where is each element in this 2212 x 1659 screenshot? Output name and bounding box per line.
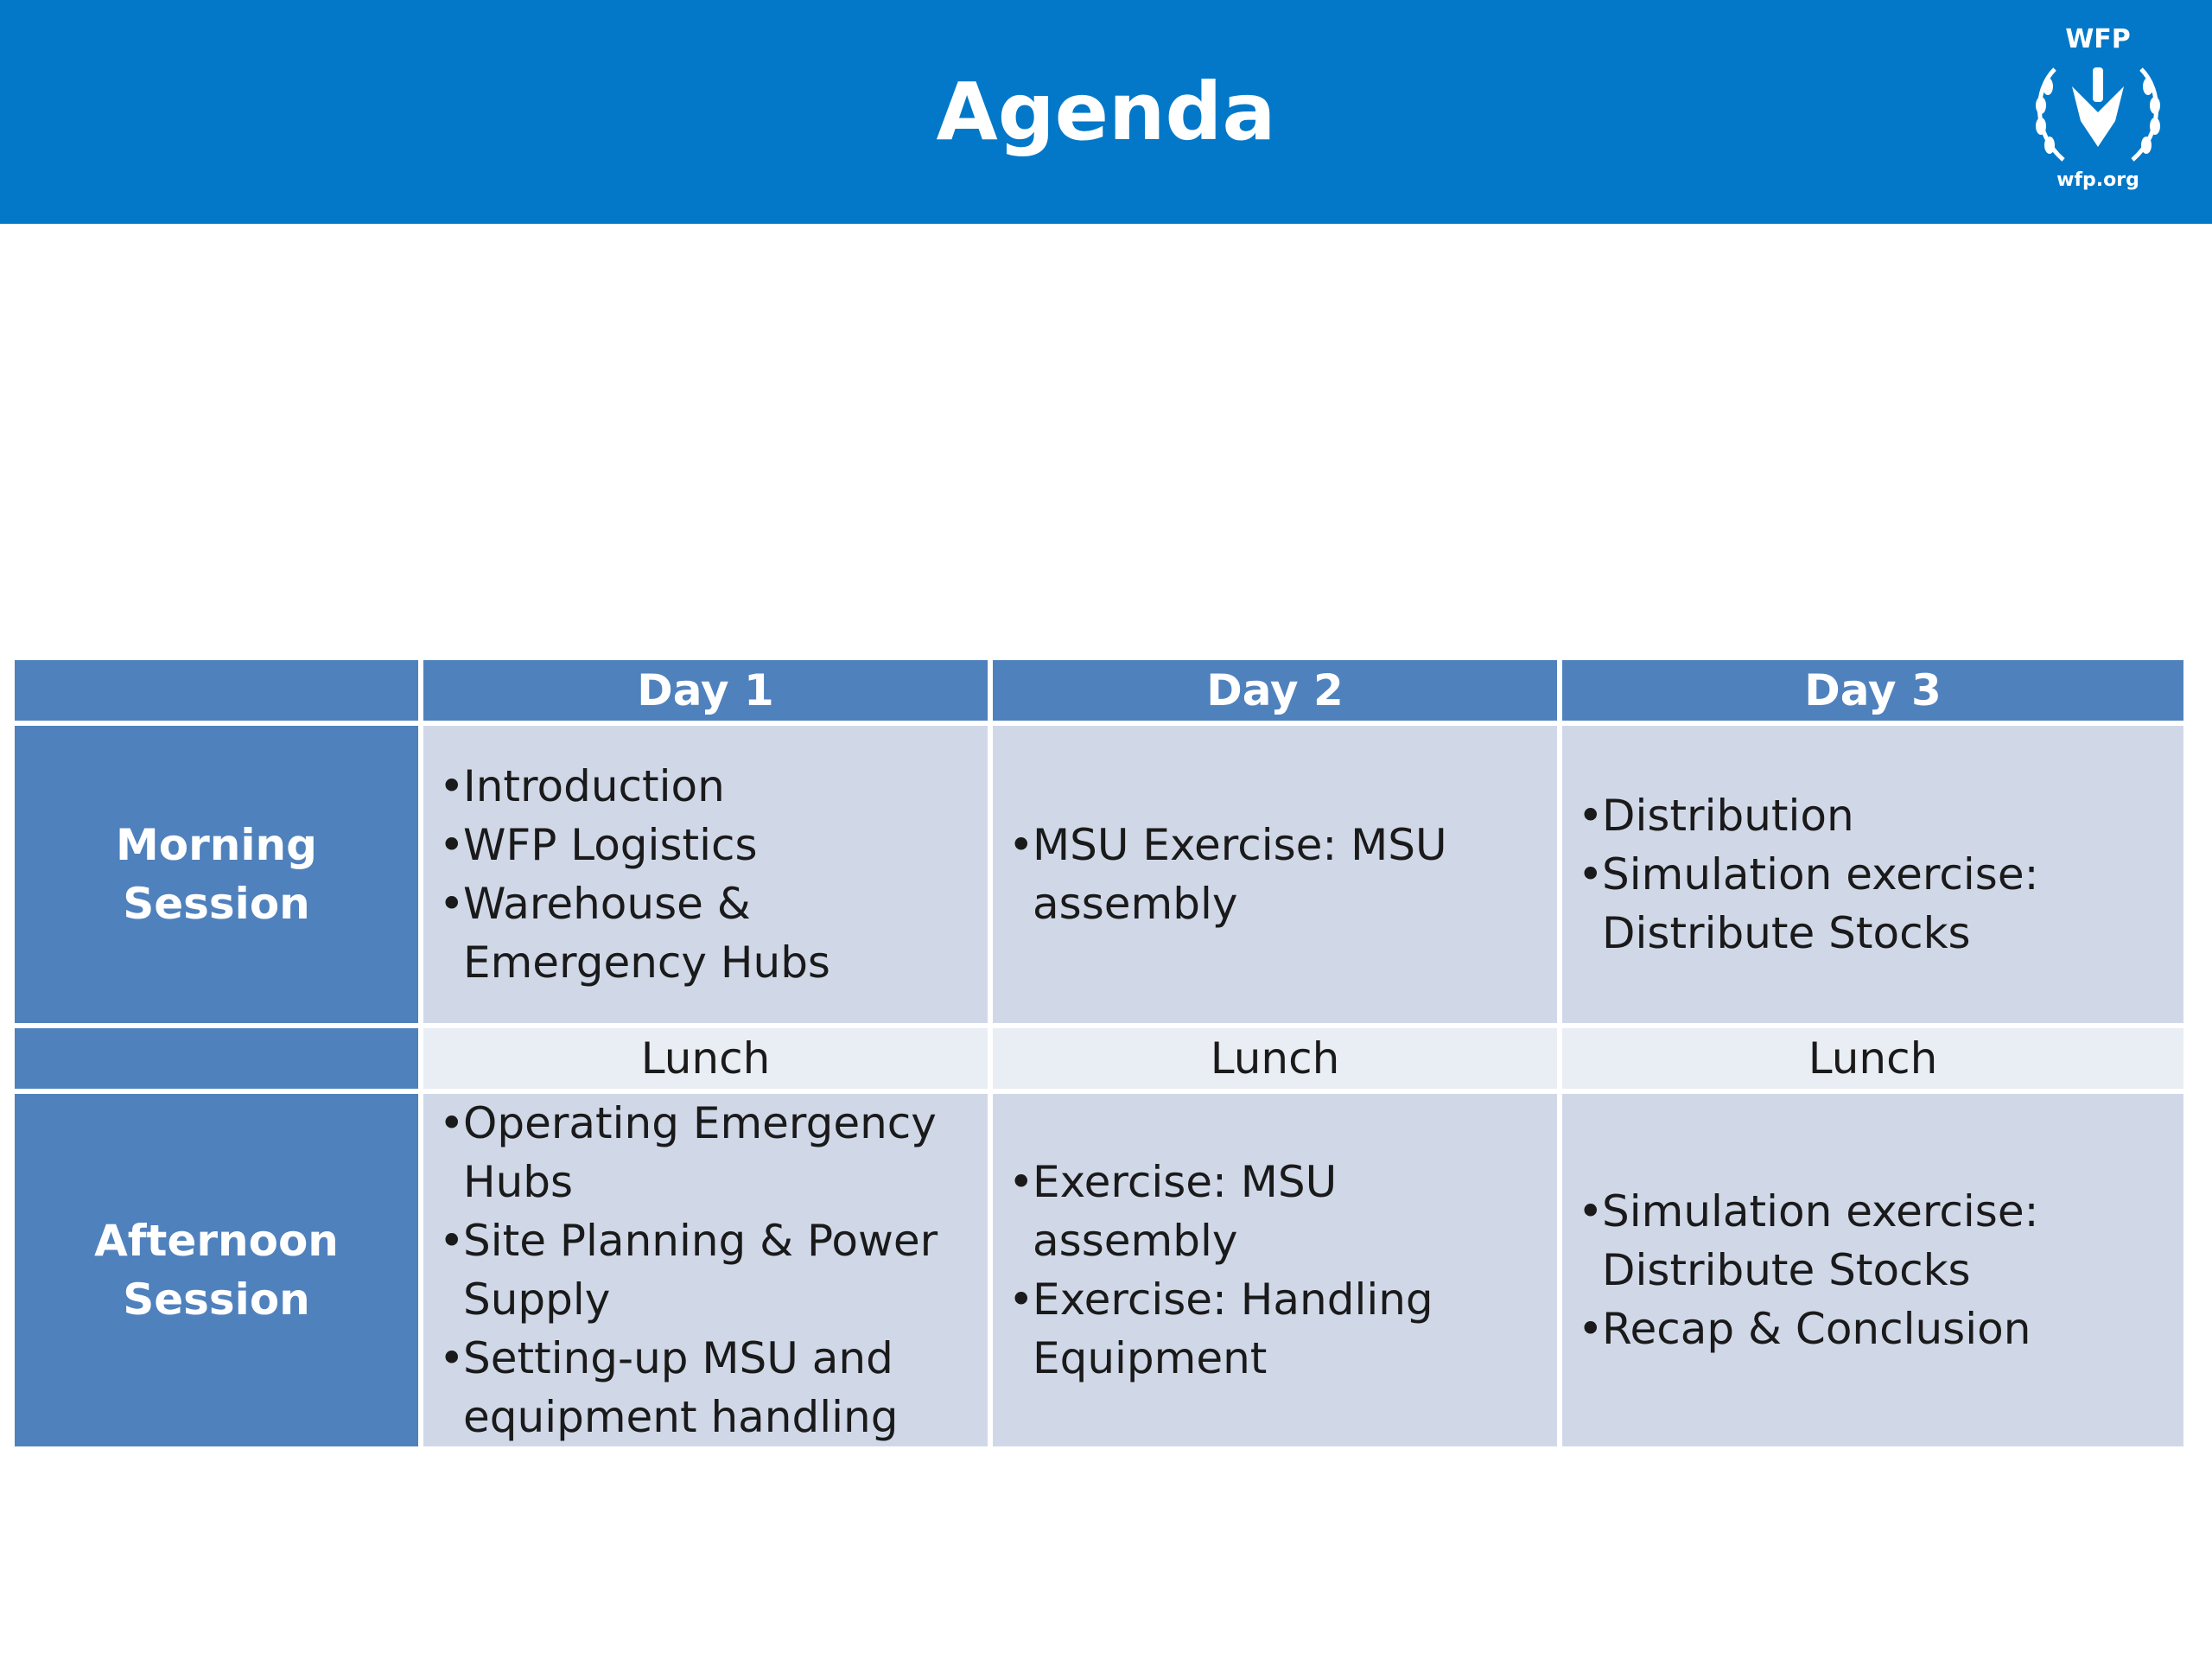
- agenda-table: [12, 658, 2186, 1449]
- afternoon-day-3-cell: [1560, 1091, 2186, 1449]
- lunch-day-2: Lunch: [990, 1026, 1560, 1091]
- morning-day-3-cell: [1560, 723, 2186, 1026]
- lunch-day-3: Lunch: [1560, 1026, 2186, 1091]
- afternoon-session-label: [12, 1091, 421, 1449]
- day-2-header: Day 2: [990, 658, 1560, 723]
- lunch-row-label: [12, 1026, 421, 1091]
- list-item: • Introduction: [439, 757, 981, 816]
- list-item: • Recap & Conclusion: [1578, 1300, 2177, 1358]
- corner-cell: [12, 658, 421, 723]
- logo-bottom-text: wfp.org: [2056, 169, 2139, 191]
- list-item: • Exercise: MSU assembly: [1008, 1153, 1550, 1270]
- wfp-logo: [2012, 19, 2184, 200]
- list-item: • Setting-up MSU and equipment handling: [439, 1329, 981, 1446]
- list-item: • Exercise: Handling Equipment: [1008, 1270, 1550, 1388]
- lunch-day-1: Lunch: [421, 1026, 990, 1091]
- list-item: • Simulation exercise: Distribute Stocks: [1578, 1182, 2177, 1300]
- afternoon-row: [12, 1091, 2186, 1449]
- day-3-header: Day 3: [1560, 658, 2186, 723]
- afternoon-label-line1: Afternoon: [94, 1216, 339, 1266]
- afternoon-day-2-cell: [990, 1091, 1560, 1449]
- list-item: • Operating Emergency Hubs: [439, 1094, 981, 1211]
- list-item: • WFP Logistics: [439, 816, 981, 874]
- list-item: • Simulation exercise: Distribute Stocks: [1578, 845, 2177, 963]
- day-1-header: Day 1: [421, 658, 990, 723]
- morning-session-label: [12, 723, 421, 1026]
- morning-day-2-cell: [990, 723, 1560, 1026]
- lunch-row: [12, 1026, 2186, 1091]
- table-header-row: [12, 658, 2186, 723]
- list-item: • Site Planning & Power Supply: [439, 1211, 981, 1329]
- logo-top-text: WFP: [2065, 24, 2131, 54]
- wfp-emblem-icon: [2029, 52, 2167, 173]
- morning-label-line1: Morning: [116, 820, 317, 870]
- afternoon-label-line2: Session: [123, 1274, 310, 1325]
- afternoon-day-1-cell: [421, 1091, 990, 1449]
- list-item: • Distribution: [1578, 786, 2177, 845]
- list-item: • MSU Exercise: MSU assembly: [1008, 816, 1550, 933]
- morning-row: [12, 723, 2186, 1026]
- list-item: • Warehouse & Emergency Hubs: [439, 874, 981, 992]
- page-title: Agenda: [936, 66, 1276, 158]
- morning-label-line2: Session: [123, 879, 310, 929]
- header-banner: [0, 0, 2212, 224]
- morning-day-1-cell: [421, 723, 990, 1026]
